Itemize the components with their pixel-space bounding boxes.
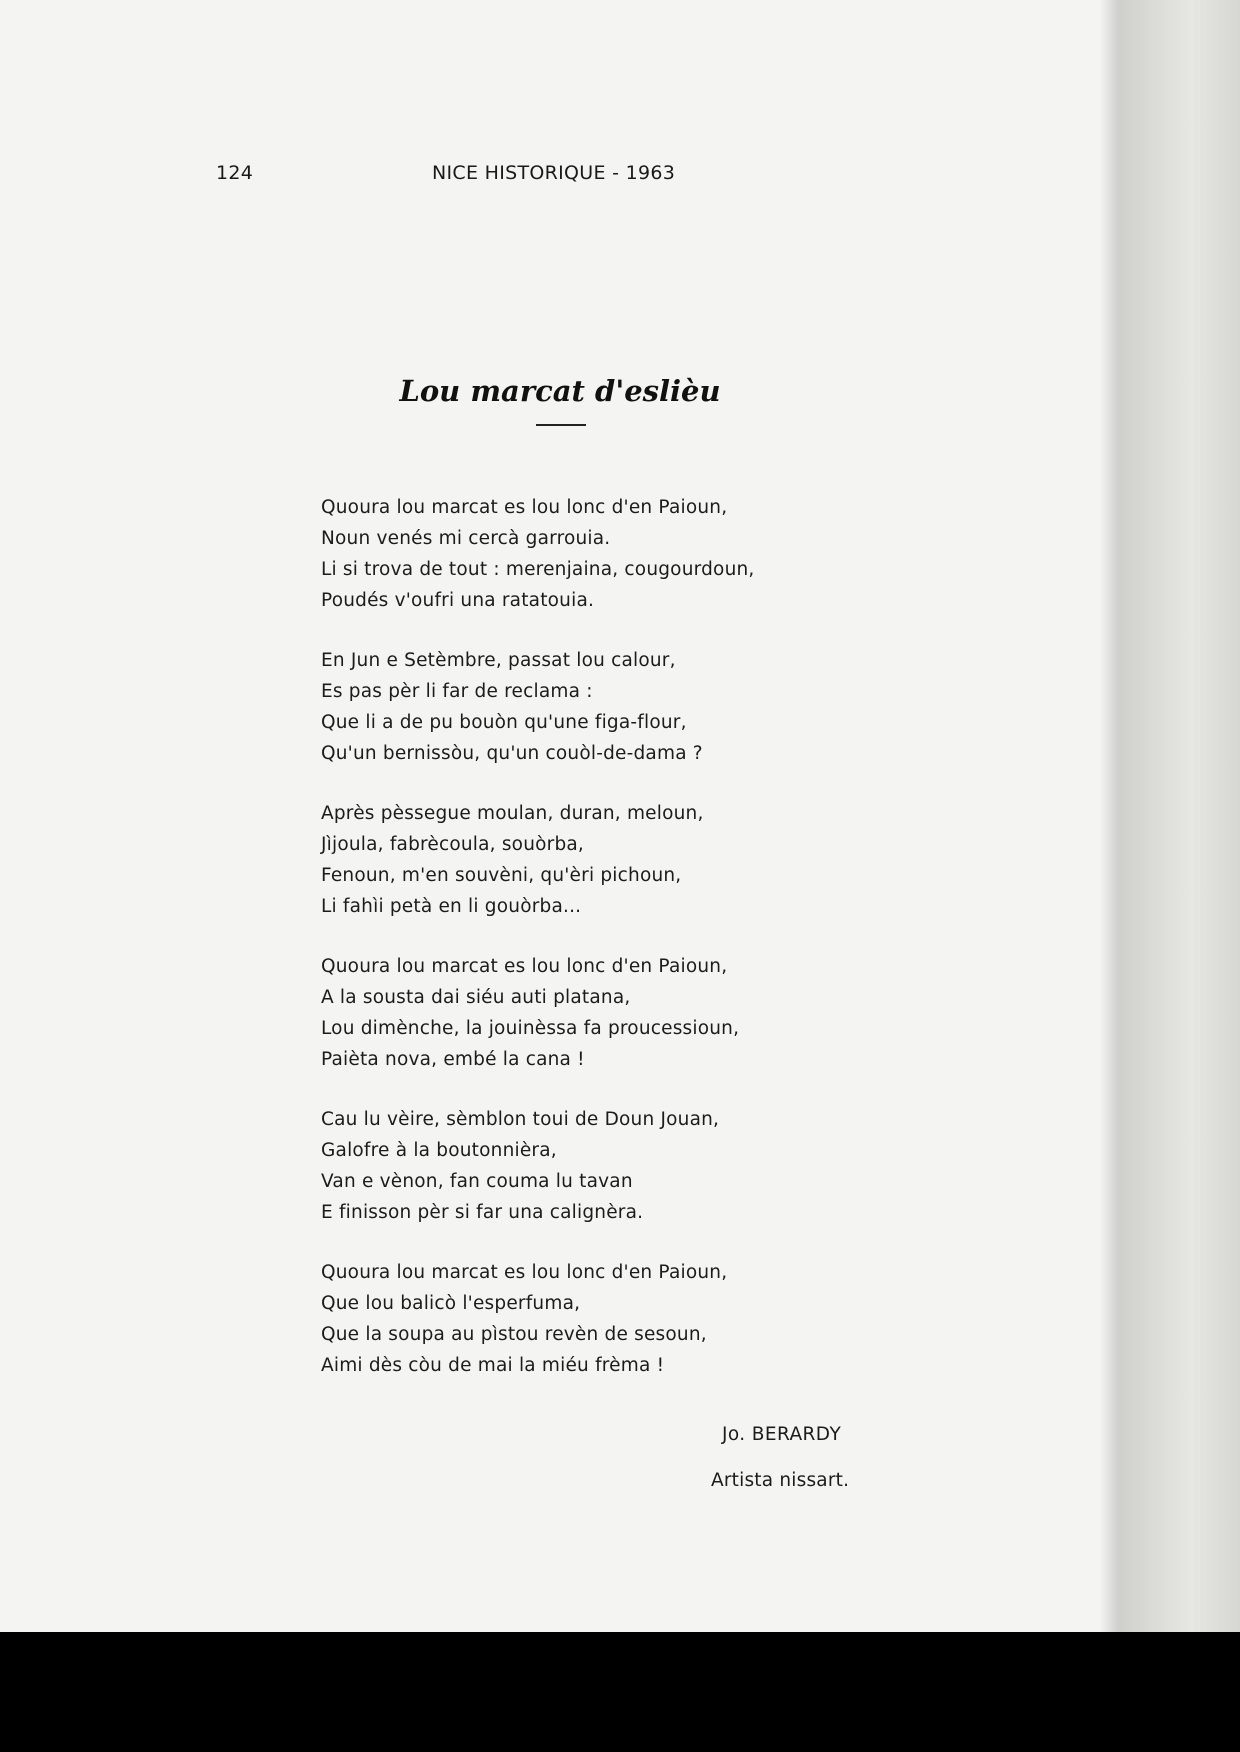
poem-line: Que la soupa au pìstou revèn de sesoun, xyxy=(321,1324,707,1345)
poem-line: Que lou balicò l'esperfuma, xyxy=(321,1293,581,1314)
poem-line: Après pèssegue moulan, duran, meloun, xyxy=(321,803,704,824)
poem-line: Galofre à la boutonnièra, xyxy=(321,1140,557,1161)
poem-title: Lou marcat d'eslièu xyxy=(399,374,721,408)
poem-line: Cau lu vèire, sèmblon toui de Doun Jouan, xyxy=(321,1109,720,1130)
stanza xyxy=(321,645,881,769)
poem-line: Es pas pèr li far de reclama : xyxy=(321,681,593,702)
stanza xyxy=(321,798,881,922)
journal-title: NICE HISTORIQUE - 1963 xyxy=(432,162,676,184)
poem-body xyxy=(321,492,881,1410)
poem-line: A la sousta dai siéu auti platana, xyxy=(321,987,631,1008)
poem-line: Poudés v'oufri una ratatouia. xyxy=(321,590,595,611)
poem-line: Fenoun, m'en souvèni, qu'èri pichoun, xyxy=(321,865,682,886)
poem-line: Noun venés mi cercà garrouia. xyxy=(321,528,611,549)
page-header xyxy=(216,162,696,192)
stanza xyxy=(321,1257,881,1381)
adjacent-page-edge xyxy=(1118,0,1240,1632)
poem-line: Qu'un bernissòu, qu'un couòl-de-dama ? xyxy=(321,743,703,764)
stanza xyxy=(321,492,881,616)
poem-line: Van e vènon, fan couma lu tavan xyxy=(321,1171,633,1192)
poem-line: En Jun e Setèmbre, passat lou calour, xyxy=(321,650,676,671)
poem-line: Li si trova de tout : merenjaina, cougourdoun, xyxy=(321,559,755,580)
poem-line: Lou dimènche, la jouinèssa fa proucessioun, xyxy=(321,1018,740,1039)
poem-line: Quoura lou marcat es lou lonc d'en Paioun, xyxy=(321,497,728,518)
author-role: Artista nissart. xyxy=(711,1470,850,1491)
page-edge-shadow xyxy=(1100,0,1118,1632)
poem-line: Paièta nova, embé la cana ! xyxy=(321,1049,585,1070)
author-name: Jo. BERARDY xyxy=(722,1424,842,1445)
poem-line: E finisson pèr si far una calignèra. xyxy=(321,1202,644,1223)
poem-line: Quoura lou marcat es lou lonc d'en Paioun, xyxy=(321,956,728,977)
page-number: 124 xyxy=(216,162,254,184)
poem-line: Aimi dès còu de mai la miéu frèma ! xyxy=(321,1355,665,1376)
stanza xyxy=(321,1104,881,1228)
poem-line: Li fahìi petà en li gouòrba... xyxy=(321,896,582,917)
title-underline xyxy=(536,424,586,426)
poem-line: Quoura lou marcat es lou lonc d'en Paioun, xyxy=(321,1262,728,1283)
stanza xyxy=(321,951,881,1075)
poem-line: Jìjoula, fabrècoula, souòrba, xyxy=(321,834,585,855)
poem-line: Que li a de pu bouòn qu'une figa-flour, xyxy=(321,712,687,733)
